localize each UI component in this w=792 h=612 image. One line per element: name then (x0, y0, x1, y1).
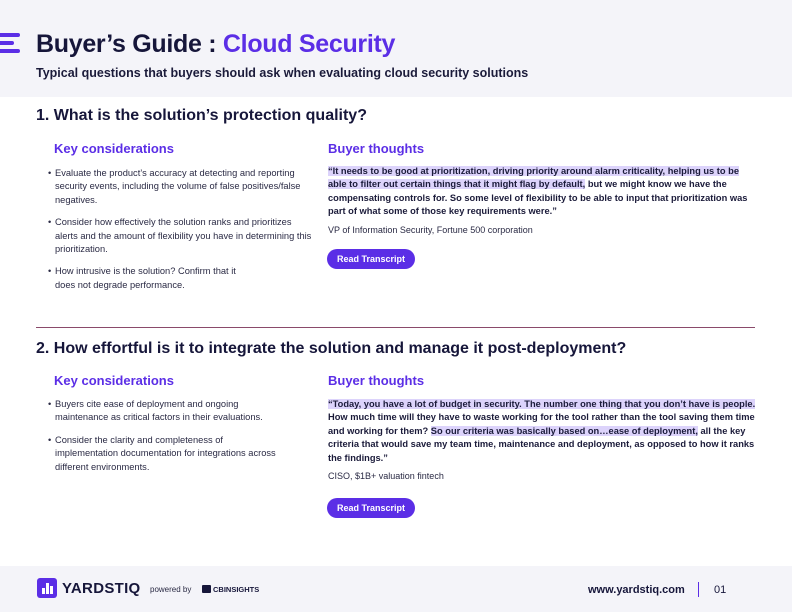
powered-by-label: powered by (150, 585, 192, 594)
quote-text: but we might know we have the compensating controls for. So some level of flexibility to be able to input that prioritization was part of what some of those key requirements were.” (328, 179, 748, 217)
title-accent: Cloud Security (222, 30, 396, 58)
cbinsights-label: CBINSIGHTS (213, 585, 260, 594)
list-item: • Buyers cite ease of deployment and ongoing maintenance as critical factors in their evaluations. (48, 398, 288, 425)
buyer-quote-2 (328, 398, 758, 465)
quote-text: all the key criteria that would save my team time, maintenance and deployment, as opposed to how it ranks the findings.” (328, 425, 755, 463)
question-2-heading: 2. How effortful is it to integrate the solution and manage it post-deployment? (36, 340, 627, 357)
list-item: • Evaluate the product’s accuracy at detecting and reporting security events, including the volume of false positives/false negatives. (48, 167, 313, 207)
read-transcript-button-2[interactable]: Read Transcript (327, 498, 415, 518)
cbinsights-logo-icon (202, 585, 211, 593)
page-title (36, 30, 395, 59)
question-1-heading: 1. What is the solution’s protection quality? (36, 107, 367, 124)
key-considerations-list-2 (48, 398, 288, 483)
read-transcript-button-1[interactable]: Read Transcript (327, 249, 415, 269)
buyer-quote-1 (328, 165, 758, 219)
key-considerations-heading-2: Key considerations (54, 373, 174, 388)
section-divider (36, 327, 755, 328)
page-subtitle: Typical questions that buyers should ask when evaluating cloud security solutions (36, 66, 529, 80)
page-number: 01 (714, 584, 727, 596)
title-main: Buyer’s Guide : (36, 30, 223, 58)
quote-highlight: So our criteria was basically based on…ease of deployment, (430, 425, 698, 436)
key-considerations-heading-1: Key considerations (54, 141, 174, 156)
menu-bars-icon (0, 33, 22, 57)
yardstiq-logo-icon (37, 578, 57, 598)
key-considerations-list-1 (48, 167, 313, 301)
quote-attribution-1: VP of Information Security, Fortune 500 corporation (328, 225, 533, 235)
list-item: • How intrusive is the solution? Confirm that it does not degrade performance. (48, 265, 248, 292)
list-item: • Consider the clarity and completeness of implementation documentation for integrations across different environments. (48, 434, 288, 474)
quote-text: How much time will they have to waste working for the tool rather than the tool saving them time and working for them? (328, 412, 755, 436)
buyer-thoughts-heading-2: Buyer thoughts (328, 373, 425, 388)
quote-attribution-2: CISO, $1B+ valuation fintech (328, 471, 444, 481)
website-link[interactable]: www.yardstiq.com (588, 584, 685, 596)
quote-highlight: “It needs to be good at prioritization, driving priority around alarm criticality, helping us to be able to filter out certain things that it might flag by default, (328, 166, 739, 190)
list-item: • Consider how effectively the solution ranks and prioritizes alerts and the amount of flexibility you have in determining this prioritization. (48, 216, 313, 256)
brand-name: YARDSTIQ (62, 580, 141, 597)
footer-separator (698, 582, 699, 597)
buyer-thoughts-heading-1: Buyer thoughts (328, 141, 425, 156)
quote-highlight: “Today, you have a lot of budget in security. The number one thing that you don’t have is people. (328, 399, 756, 409)
